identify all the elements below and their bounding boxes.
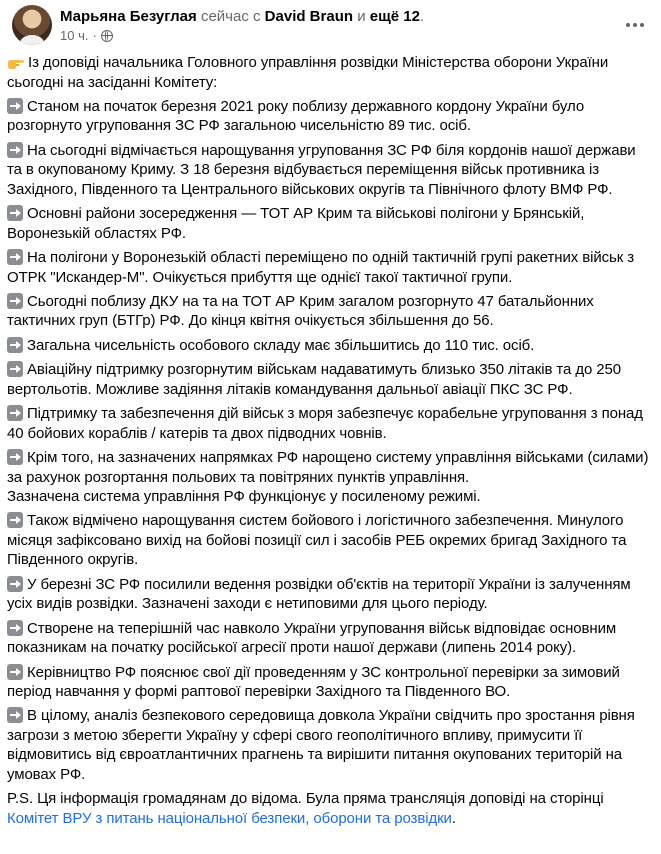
right-arrow-icon — [7, 361, 23, 377]
point-paragraph — [7, 336, 652, 356]
point-text: Станом на початок березня 2021 року поблизу державного кордону України було розгорнуто угруповання ЗС РФ загальною чисельністю 89 тис. осіб. — [7, 97, 585, 135]
point-text: В цілому, аналіз безпекового середовища довкола України свідчить про зростання рівня загрози з метою зберегти Україну у сфері свого геополітичного впливу, примусити її відмовитись від євроатлантичних прагнень та вирішити питання окупованих територій на умовах РФ. — [7, 707, 635, 783]
intro-text: Із доповіді начальника Головного управління розвідки Міністерства оборони України сьогодні на засіданні Комітету: — [7, 54, 609, 91]
post-header-line — [60, 7, 424, 26]
author-avatar[interactable] — [12, 5, 52, 45]
right-arrow-icon — [7, 405, 23, 421]
point-paragraph — [7, 511, 652, 570]
point-paragraph — [7, 706, 652, 784]
post-time[interactable]: 10 ч. — [60, 28, 89, 43]
point-paragraph — [7, 360, 652, 399]
point-paragraph — [7, 619, 652, 658]
right-arrow-icon — [7, 707, 23, 723]
post-body — [7, 53, 652, 833]
post-meta — [60, 28, 113, 44]
right-arrow-icon — [7, 664, 23, 680]
point-paragraph — [7, 575, 652, 614]
with-text: сейчас с — [200, 8, 261, 25]
right-arrow-icon — [7, 512, 23, 528]
pointing-hand-icon — [7, 54, 25, 70]
point-text: Керівництво РФ пояснює свої дії проведенням у ЗС контрольної перевірки за зимовий період навчання у формі раптової перевірки Західного та Південного ВО. — [7, 663, 620, 701]
point-paragraph — [7, 97, 652, 136]
globe-icon[interactable] — [101, 30, 113, 42]
committee-page-link[interactable]: Комітет ВРУ з питань національної безпеки, оборони та розвідки — [7, 809, 452, 827]
point-text: Основні райони зосередження — ТОТ АР Крим та військові полігони у Брянській, Воронезькій областях РФ. — [7, 205, 585, 242]
point-text: Авіаційну підтримку розгорнутим військам надаватимуть близько 350 літаків та до 250 вертольотів. Можливе задіяння літаків командування дальньої авіації ПКС ЗС РФ. — [7, 361, 622, 398]
point-text: Створене на теперішній час навколо України угруповання військ відповідає основним показникам на початку російської агресії проти нашої держави (липень 2014 року). — [7, 619, 617, 657]
ps-text: P.S. Ця інформація громадянам до відома. Була пряма трансляція доповіді на сторінці — [7, 790, 604, 808]
right-arrow-icon — [7, 205, 23, 221]
point-paragraph — [7, 204, 652, 243]
intro-paragraph — [7, 53, 652, 92]
author-name[interactable]: Марьяна Безуглая — [60, 8, 197, 25]
ps-paragraph — [7, 789, 652, 828]
dot-icon — [633, 23, 637, 27]
point-paragraph — [7, 448, 652, 507]
point-text: Також відмічено нарощування систем бойового і логістичного забезпечення. Минулого місяця зафіксовано вихід на бойові позиції сил і засобів РЕБ окремих бригад Західного та Південного округів. — [7, 512, 627, 569]
point-text: Крім того, на зазначених напрямках РФ нарощено систему управління військами (силами) за рахунок розгортання польових та повітряних пунктів управління. — [7, 449, 649, 486]
point-paragraph — [7, 404, 652, 443]
point-text: У березні ЗС РФ посилили ведення розвідки об'єктів на території України із залученням усіх видів розвідки. Зазначені заходи є нетиповими для цього періоду. — [7, 575, 631, 613]
header-period: . — [419, 8, 425, 25]
right-arrow-icon — [7, 98, 23, 114]
post-options-button[interactable] — [621, 11, 649, 39]
meta-dot: · — [92, 28, 97, 43]
tagged-user[interactable]: David Braun — [264, 8, 354, 25]
dot-icon — [626, 23, 630, 27]
right-arrow-icon — [7, 142, 23, 158]
dot-icon — [640, 23, 644, 27]
point-text: На сьогодні відмічається нарощування угруповання ЗС РФ біля кордонів нашої держави та в окупованому Криму. З 18 березня відбувається переміщення військ противника із Західного, Південного та Центрального військових округів та Північного флоту ВМФ РФ. — [7, 141, 636, 198]
and-text: и — [357, 8, 366, 25]
point-paragraph — [7, 141, 652, 200]
tagged-others-link[interactable]: ещё 12 — [369, 8, 420, 25]
point-paragraph — [7, 292, 652, 331]
point-text: Сьогодні поблизу ДКУ на та на ТОТ АР Крим загалом розгорнуто 47 батальйонних тактичних груп (БТГр) РФ. До кінця квітня очікується збільшення до 56. — [7, 292, 594, 330]
ps-end: . — [451, 809, 456, 827]
right-arrow-icon — [7, 249, 23, 265]
point-paragraph — [7, 248, 652, 287]
point-text: На полігони у Воронезькій області переміщено по одній тактичній групі ракетних військ з ОТРК "Искандер-М". Очікується прибуття ще однієї такої тактичної групи. — [7, 249, 635, 286]
right-arrow-icon — [7, 620, 23, 636]
right-arrow-icon — [7, 293, 23, 309]
point-text: Підтримку та забезпечення дій військ з моря забезпечує корабельне угруповання з понад 40 бойових кораблів / катерів та двох підводних човнів. — [7, 405, 643, 442]
right-arrow-icon — [7, 449, 23, 465]
right-arrow-icon — [7, 576, 23, 592]
post-header — [12, 5, 649, 45]
right-arrow-icon — [7, 337, 23, 353]
point-text-extra: Зазначена система управління РФ функціонує у посиленому режимі. — [7, 488, 481, 506]
point-paragraph — [7, 663, 652, 702]
point-text: Загальна чисельність особового складу має збільшитись до 110 тис. осіб. — [27, 336, 535, 354]
